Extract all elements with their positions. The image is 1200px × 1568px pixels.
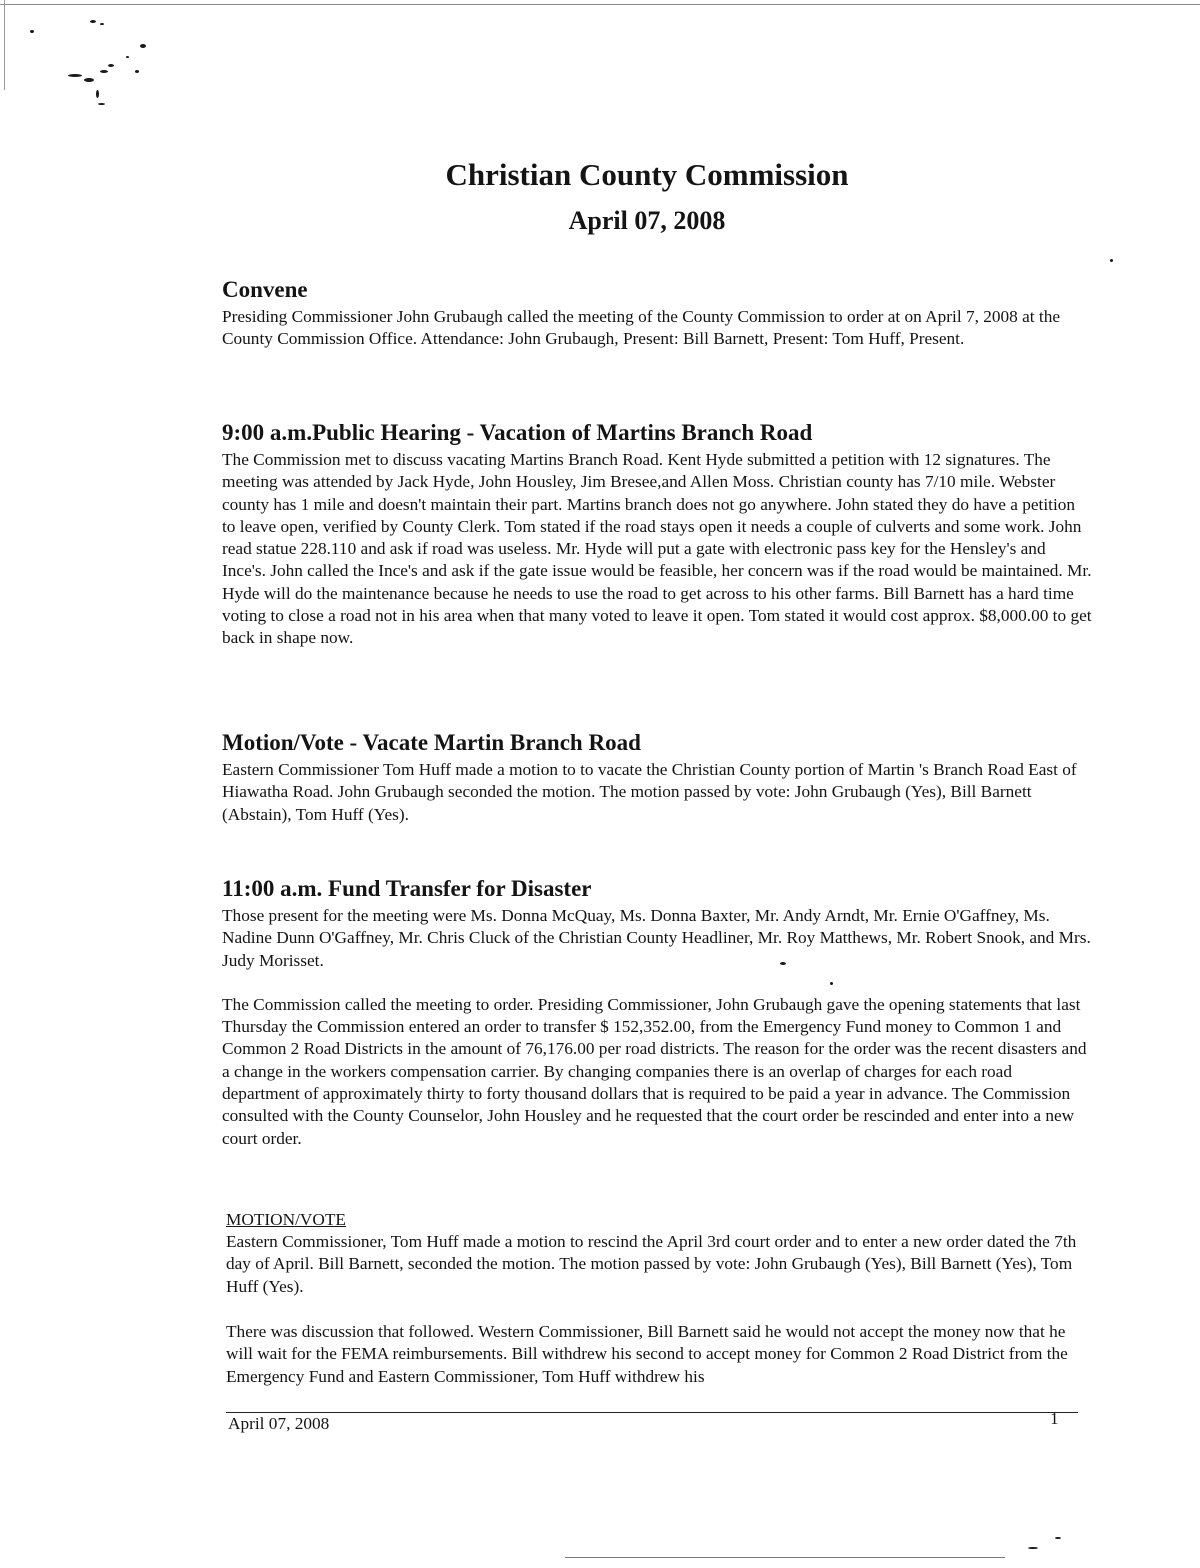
document-date: April 07, 2008 [568, 206, 726, 235]
section-body: Eastern Commissioner Tom Huff made a motion to to vacate the Christian County portion of Martin 's Branch Road East of Hiawatha Road. John Grubaugh seconded the motion. The motion passed by vote: John Grubaugh (Yes), Bill Barnett (Abstain), Tom Huff (Yes). [222, 760, 1077, 824]
discussion-paragraph: There was discussion that followed. Western Commissioner, Bill Barnett said he would not accept the money now that he will wait for the FEMA reimbursements. Bill withdrew his second to accept money for Common 2 Road District from the Emergency Fund and Eastern Commissioner, Tom Huff withdrew his [226, 1322, 1068, 1386]
section-motion-vote [222, 729, 1092, 826]
document-title: Christian County Commission [445, 157, 849, 192]
section-fund-transfer [222, 875, 1092, 1150]
footer-rule [226, 1412, 1078, 1413]
section-heading: Motion/Vote - Vacate Martin Branch Road [222, 730, 641, 755]
section-heading: 11:00 a.m. Fund Transfer for Disaster [222, 876, 592, 901]
page-number: 1 [1050, 1409, 1059, 1428]
section-heading: 9:00 a.m.Public Hearing - Vacation of Martins Branch Road [222, 420, 813, 445]
opening-statements-paragraph: The Commission called the meeting to order. Presiding Commissioner, John Grubaugh gave the opening statements that last Thursday the Commission entered an order to transfer $ 152,352.00, from the Emergency Fund money to Common 1 and Common 2 Road Districts in the amount of 76,176.00 per road districts. The reason for the order was the recent disasters and a change in the workers compensation carrier. By changing companies there is an overlap of charges for each road department of approximately thirty to forty thousand dollars that is required to be paid a year in advance. The Commission consulted with the County Counselor, John Housley and he requested that the court order be rescinded and enter into a new court order. [222, 994, 1087, 1148]
motion-vote-label: MOTION/VOTE [226, 1210, 346, 1229]
section-heading: Convene [222, 277, 308, 302]
section-body: The Commission met to discuss vacating Martins Branch Road. Kent Hyde submitted a petition with 12 signatures. The meeting was attended by Jack Hyde, John Housley, Jim Bresee,and Allen Moss. Christian county has 7/10 mile. Webster county has 1 mile and doesn't maintain their part. Martins branch does not go anywhere. John stated they do have a petition to leave open, verified by County Clerk. Tom stated if the road stays open it needs a couple of culverts and some work. John read statue 228.110 and ask if road was useless. Mr. Hyde will put a gate with electronic pass key for the Hensley's and Ince's. John called the Ince's and ask if the gate issue would be feasible, her concern was if the road would be maintained. Mr. Hyde will do the maintenance because he needs to use the road to get across to his other farms. Bill Barnett has a hard time voting to close a road not in his area when that many voted to leave it open. Tom stated it would cost approx. $8,000.00 to get back in shape now. [222, 450, 1092, 648]
scan-edge-line [0, 4, 1200, 5]
motion-vote-body: Eastern Commissioner, Tom Huff made a motion to rescind the April 3rd court order and to enter a new order dated the 7th day of April. Bill Barnett, seconded the motion. The motion passed by vote: John Grubaugh (Yes), Bill Barnett (Yes), Tom Huff (Yes). [226, 1232, 1077, 1296]
section-body: Presiding Commissioner John Grubaugh called the meeting of the County Commission to order at on April 7, 2008 at the County Commission Office. Attendance: John Grubaugh, Present: Bill Barnett, Present: Tom Huff, Present. [222, 307, 1061, 349]
section-public-hearing [222, 419, 1092, 650]
attendees-paragraph: Those present for the meeting were Ms. Donna McQuay, Ms. Donna Baxter, Mr. Andy Arndt, Mr. Ernie O'Gaffney, Ms. Nadine Dunn O'Gaffney, Mr. Chris Cluck of the Christian County Headliner, Mr. Roy Matthews, Mr. Robert Snook, and Mrs. Judy Morisset. [222, 906, 1091, 970]
scan-edge-line [4, 0, 5, 90]
section-convene [222, 276, 1092, 351]
motion-vote-block [226, 1209, 1096, 1298]
footer-date: April 07, 2008 [228, 1414, 330, 1433]
scan-edge-line [565, 1557, 1005, 1558]
